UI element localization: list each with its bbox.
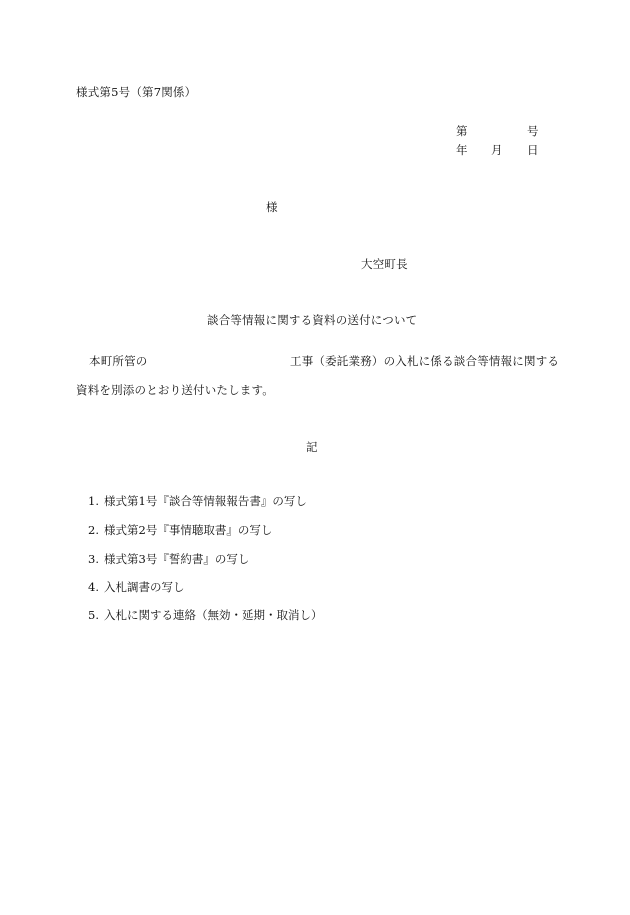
- list-item-number: 4.: [88, 580, 99, 594]
- recipient-honorific: 様: [266, 200, 278, 214]
- date-month: 月: [491, 143, 503, 157]
- list-item-text: 様式第1号『談合等情報報告書』の写し: [104, 494, 307, 508]
- date-day: 日: [527, 143, 539, 157]
- list-item: [88, 523, 272, 537]
- list-item-text: 様式第3号『誓約書』の写し: [104, 552, 250, 566]
- date-year: 年: [456, 143, 468, 157]
- list-item: [88, 580, 185, 594]
- sender-name: 大空町長: [361, 257, 408, 271]
- doc-number-go: 号: [527, 124, 539, 138]
- list-item-text: 入札調書の写し: [104, 580, 185, 594]
- ki-heading: 記: [306, 440, 318, 454]
- list-item-number: 1.: [88, 494, 99, 508]
- list-item-number: 2.: [88, 523, 99, 537]
- list-item-text: 様式第2号『事情聴取書』の写し: [104, 523, 273, 537]
- form-number: 様式第5号（第7関係）: [76, 85, 197, 99]
- doc-number-dai: 第: [456, 124, 468, 138]
- list-item: [88, 552, 249, 566]
- list-item: [88, 494, 307, 508]
- body-line1-suffix: 工事（委託業務）の入札に係る談合等情報に関する: [290, 354, 560, 368]
- document-title: 談合等情報に関する資料の送付について: [207, 313, 418, 327]
- list-item-text: 入札に関する連絡（無効・延期・取消し）: [104, 608, 323, 622]
- body-line1-prefix: 本町所管の: [89, 354, 148, 368]
- list-item-number: 5.: [88, 608, 99, 622]
- list-item: [88, 608, 323, 622]
- body-line2: 資料を別添のとおり送付いたします。: [76, 383, 274, 397]
- list-item-number: 3.: [88, 552, 99, 566]
